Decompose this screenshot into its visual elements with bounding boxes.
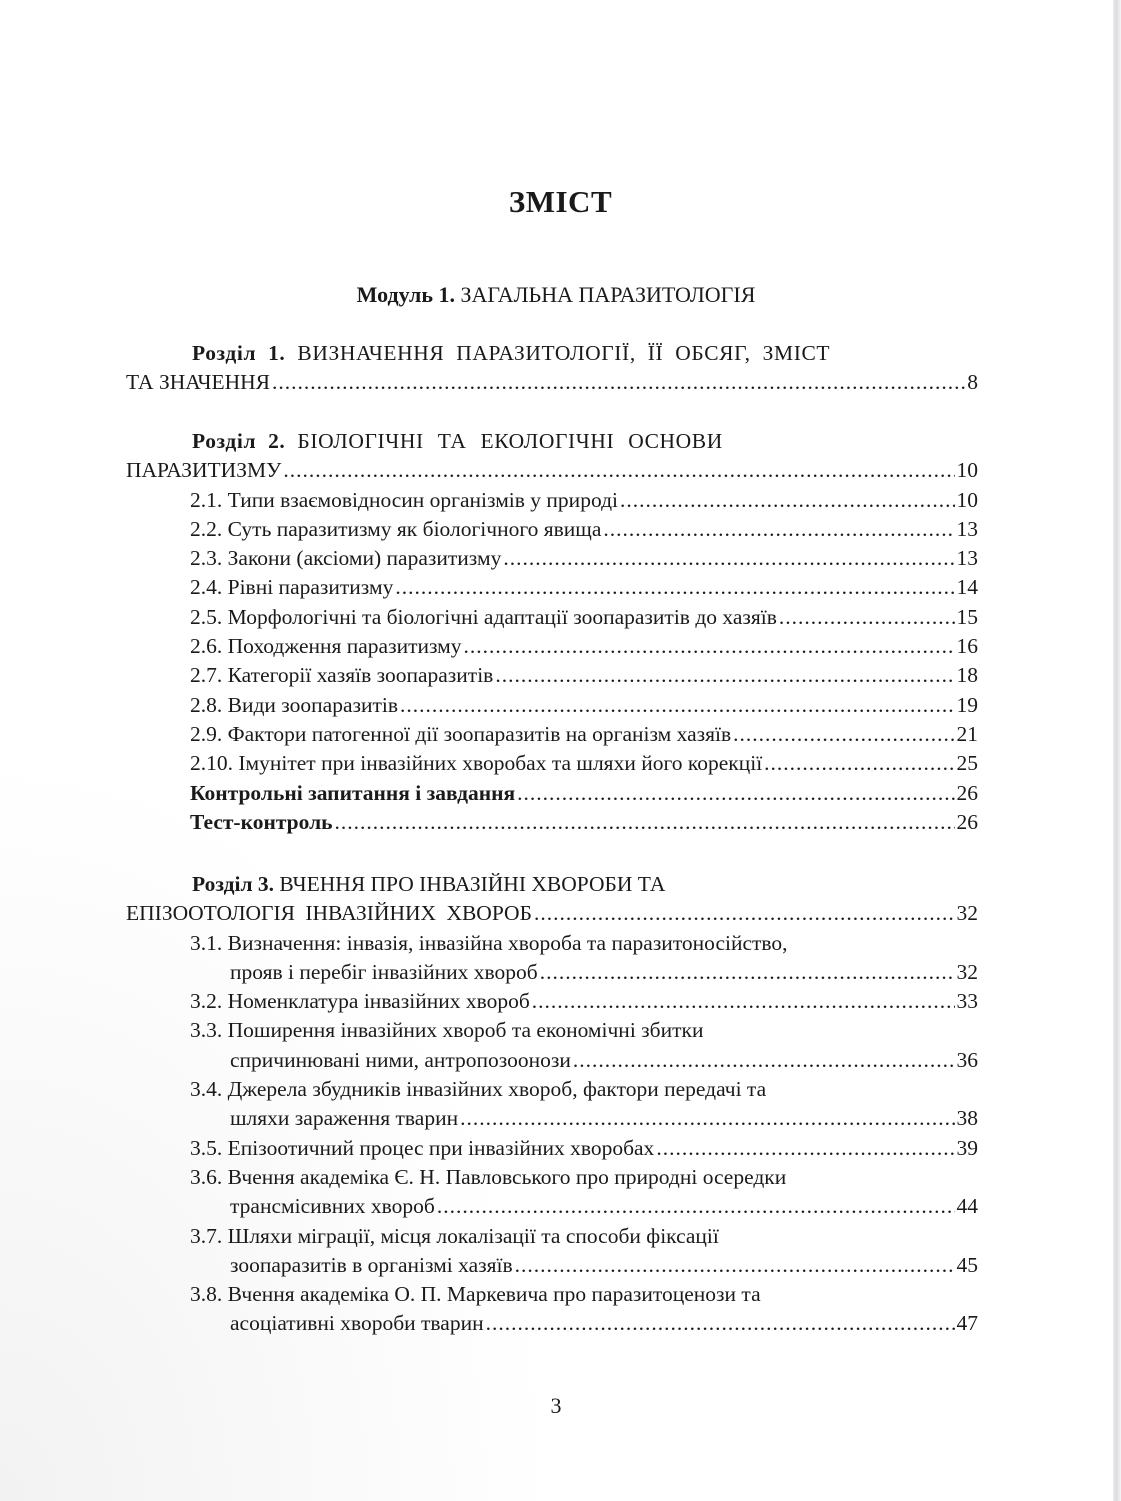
- dot-leader: [395, 573, 954, 602]
- toc-entry-first-line: [126, 1075, 978, 1104]
- entry-text: 2.7. Категорії хазяїв зоопаразитів: [190, 663, 494, 688]
- toc-entry[interactable]: [126, 958, 978, 987]
- toc-entry[interactable]: [126, 1309, 978, 1338]
- dot-leader: [764, 749, 954, 778]
- module-label: Модуль 1.: [356, 282, 456, 307]
- dot-leader: [272, 368, 965, 397]
- entry-page: 18: [956, 663, 978, 688]
- dot-leader: [503, 544, 954, 573]
- toc-entry[interactable]: [126, 632, 978, 661]
- toc-entry[interactable]: [126, 749, 978, 778]
- toc-entry[interactable]: [126, 1134, 978, 1163]
- section-heading: [126, 427, 978, 456]
- toc-entry-first-line: [126, 1163, 978, 1192]
- entry-page: 38: [956, 1106, 978, 1131]
- entry-text: 3.3. Поширення інвазійних хвороб та економічні збитки: [190, 1018, 704, 1043]
- entry-text: 2.6. Походження паразитизму: [190, 634, 462, 659]
- toc-entry[interactable]: [126, 1192, 978, 1221]
- section-title: ВЧЕННЯ ПРО ІНВАЗІЙНІ ХВОРОБИ ТА: [279, 872, 666, 896]
- dot-leader: [517, 779, 954, 808]
- dot-leader: [283, 456, 954, 485]
- toc-entry-first-line: [126, 929, 978, 958]
- section-label: Розділ 3.: [192, 872, 275, 896]
- entry-page: 14: [956, 575, 978, 600]
- entry-page: 13: [956, 516, 978, 541]
- entry-text: прояв і перебіг інвазійних хвороб: [230, 959, 538, 984]
- entry-text: шляхи зараження тварин: [230, 1106, 459, 1131]
- entry-page: 8: [967, 370, 978, 395]
- entry-page: 15: [956, 604, 978, 629]
- entry-text: Тест-контроль: [190, 809, 333, 834]
- page-edge-shadow: [1113, 0, 1121, 1501]
- dot-leader: [495, 661, 954, 690]
- toc-entry[interactable]: [126, 603, 978, 632]
- page-number: 3: [550, 1393, 562, 1418]
- entry-text: ТА ЗНАЧЕННЯ: [126, 370, 271, 395]
- toc-entry-test[interactable]: [126, 808, 978, 837]
- entry-text: 3.5. Епізоотичний процес при інвазійних хворобах: [190, 1135, 655, 1160]
- section-title: ВИЗНАЧЕННЯ ПАРАЗИТОЛОГІЇ, ЇЇ ОБСЯГ, ЗМІСТ: [297, 341, 831, 365]
- dot-leader: [460, 1104, 954, 1133]
- dot-leader: [437, 1192, 955, 1221]
- entry-page: 26: [956, 780, 978, 805]
- entry-text: 3.2. Номенклатура інвазійних хвороб: [190, 989, 530, 1014]
- entry-text: 3.4. Джерела збудників інвазійних хвороб, фактори передачі та: [190, 1077, 767, 1102]
- toc-entry[interactable]: [126, 1046, 978, 1075]
- toc-section-3: [126, 870, 978, 1339]
- entry-text: 2.8. Види зоопаразитів: [190, 692, 399, 717]
- dot-leader: [534, 899, 955, 928]
- section-heading: [126, 339, 978, 368]
- dot-leader: [532, 987, 955, 1016]
- toc-entry-first-line: [126, 1016, 978, 1045]
- toc-entry[interactable]: [126, 1104, 978, 1133]
- entry-text: трансмісивних хвороб: [230, 1194, 435, 1219]
- entry-text: 2.10. Імунітет при інвазійних хворобах та шляхи його корекції: [190, 751, 763, 776]
- toc-entry[interactable]: [126, 661, 978, 690]
- entry-page: 16: [956, 634, 978, 659]
- dot-leader: [573, 1046, 955, 1075]
- toc-entry-first-line: [126, 1280, 978, 1309]
- section-heading: [126, 870, 978, 899]
- toc-entry[interactable]: [126, 1251, 978, 1280]
- entry-text: зоопаразитів в організмі хазяїв: [230, 1252, 513, 1277]
- entry-text: 2.1. Типи взаємовідносин організмів у природі: [190, 487, 618, 512]
- entry-text: спричинювані ними, антропозоонози: [230, 1047, 571, 1072]
- entry-page: 36: [956, 1047, 978, 1072]
- entry-text: Контрольні запитання і завдання: [190, 780, 516, 805]
- module-heading: [0, 282, 1112, 308]
- dot-leader: [515, 1251, 955, 1280]
- toc-section-2: [126, 427, 978, 837]
- entry-page: 44: [956, 1194, 978, 1219]
- toc-entry[interactable]: [126, 486, 978, 515]
- dot-leader: [400, 691, 954, 720]
- entry-text: 2.9. Фактори патогенної дії зоопаразитів на організм хазяїв: [190, 721, 732, 746]
- entry-text: 3.1. Визначення: інвазія, інвазійна хвороба та паразитоносійство,: [190, 930, 788, 955]
- entry-page: 13: [956, 546, 978, 571]
- entry-text: 2.3. Закони (аксіоми) паразитизму: [190, 546, 502, 571]
- toc-entry[interactable]: [126, 573, 978, 602]
- entry-text: 2.5. Морфологічні та біологічні адаптації зоопаразитів до хазяїв: [190, 604, 777, 629]
- dot-leader: [603, 515, 954, 544]
- toc-entry[interactable]: [126, 691, 978, 720]
- entry-text: 3.8. Вчення академіка О. П. Маркевича про паразитоценози та: [190, 1282, 761, 1307]
- toc-section-1: [126, 339, 978, 398]
- dot-leader: [733, 720, 954, 749]
- module-title: ЗАГАЛЬНА ПАРАЗИТОЛОГІЯ: [460, 282, 756, 307]
- dot-leader: [540, 958, 955, 987]
- entry-text: асоціативні хвороби тварин: [230, 1311, 484, 1336]
- dot-leader: [335, 808, 955, 837]
- section-label: Розділ 2.: [192, 429, 286, 453]
- entry-page: 45: [956, 1252, 978, 1277]
- toc-entry[interactable]: [126, 987, 978, 1016]
- entry-page: 33: [956, 989, 978, 1014]
- entry-text: 3.6. Вчення академіка Є. Н. Павловського про природні осередки: [190, 1164, 787, 1189]
- page-title: ЗМІСТ: [508, 184, 613, 219]
- entry-page: 39: [956, 1135, 978, 1160]
- entry-page: 25: [956, 751, 978, 776]
- toc-entry[interactable]: [126, 368, 978, 397]
- entry-text: 3.7. Шляхи міграції, місця локалізації та способи фіксації: [190, 1223, 719, 1248]
- entry-page: 47: [956, 1311, 978, 1336]
- entry-page: 32: [956, 959, 978, 984]
- entry-page: 10: [956, 458, 978, 483]
- toc-entry[interactable]: [126, 899, 978, 928]
- toc-entry[interactable]: [126, 544, 978, 573]
- entry-page: 19: [956, 692, 978, 717]
- dot-leader: [486, 1309, 955, 1338]
- toc-entry-first-line: [126, 1222, 978, 1251]
- toc-entry[interactable]: [126, 515, 978, 544]
- entry-text: ЕПІЗООТОЛОГІЯ ІНВАЗІЙНИХ ХВОРОБ: [126, 901, 532, 926]
- section-label: Розділ 1.: [192, 341, 286, 365]
- entry-page: 21: [956, 721, 978, 746]
- entry-page: 32: [956, 901, 978, 926]
- entry-text: ПАРАЗИТИЗМУ: [126, 458, 282, 483]
- dot-leader: [656, 1134, 954, 1163]
- entry-page: 10: [956, 487, 978, 512]
- dot-leader: [620, 486, 955, 515]
- dot-leader: [779, 603, 955, 632]
- entry-text: 2.2. Суть паразитизму як біологічного явища: [190, 516, 602, 541]
- toc-entry[interactable]: [126, 456, 978, 485]
- entry-text: 2.4. Рівні паразитизму: [190, 575, 394, 600]
- entry-page: 26: [956, 809, 978, 834]
- dot-leader: [464, 632, 955, 661]
- section-title: БІОЛОГІЧНІ ТА ЕКОЛОГІЧНІ ОСНОВИ: [297, 429, 723, 453]
- toc-entry[interactable]: [126, 720, 978, 749]
- toc-entry-review-questions[interactable]: [126, 779, 978, 808]
